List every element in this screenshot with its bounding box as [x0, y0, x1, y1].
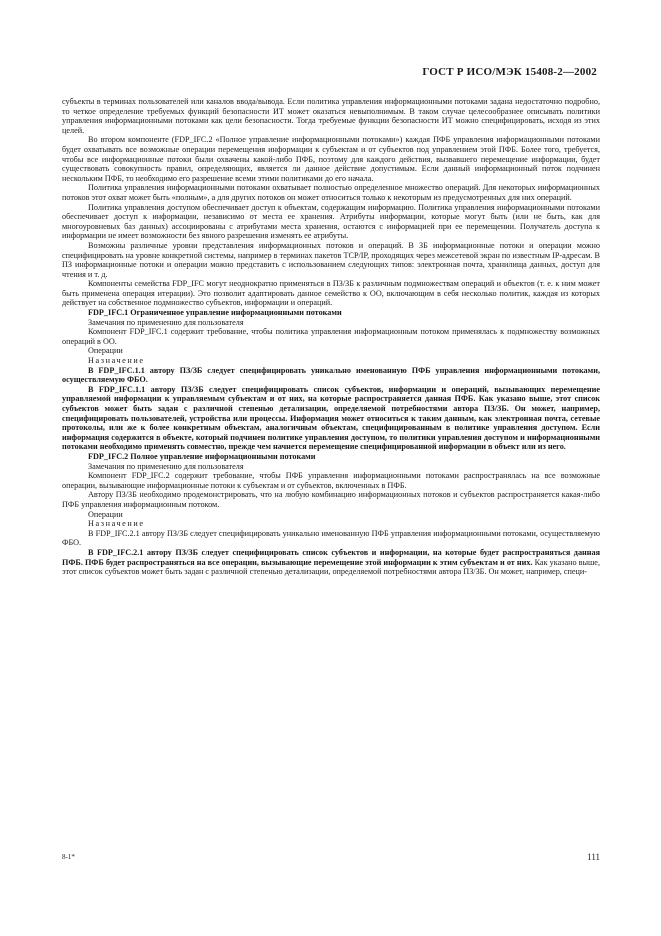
notes-text: Компонент FDP_IFC.2 содержит требование, чтобы ПФБ управления информационными потоками распространялась на все возможные операции, вызывающие информационные потоки к субъектам и от субъектов, включенных в ПФБ.: [62, 471, 600, 490]
paragraph: субъекты в терминах пользователей или каналов ввода/вывода. Если политика управления информационными потоками задана недостаточно подробно, то четкое определение требуемых функций безопасности ИТ может оказаться невыполнимым. В таком случае целесообразнее описывать политики управления информационными потоками как цели безопасности. Тогда требуемые функции безопасности ИТ можно специфицировать, исходя из этих целей.: [62, 97, 600, 135]
paragraph: Политика управления доступом обеспечивает доступ к объектам, содержащим информацию. Политика управления информационными потоками обеспечивает доступ к информации, независимо от места ее хранения. Атрибуты информации, которые могут быть (или не быть, как для многоуровневых баз данных) ассоциированы с атрибутами места хранения, остаются с информацией при ее перемещении. Получатель доступа к информации не имеет возможности без явного разрешения изменять ее атрибуты.: [62, 202, 600, 241]
assignment-label: Назначение: [88, 519, 145, 529]
sheet-mark: 8-1*: [62, 853, 75, 861]
assignment-bold: В FDP_IFC.2.1 автору ПЗ/ЗБ следует специфицировать список субъектов и информации, на которые будет распространяться данная ПФБ. ПФБ будет распространяться на все операции, вызывающие перемещение этой информации к этим субъектам и от них.: [62, 547, 600, 567]
assignment-text: [62, 548, 600, 577]
section-heading-ifc1: FDP_IFC.1 Ограниченное управление информационными потоками: [88, 308, 342, 318]
assignment-label: Назначение: [88, 356, 145, 366]
paragraph: Возможны различные уровни представления информационных потоков и операций. В ЗБ информационные потоки и операции можно специфицировать на уровне конкретной системы, например в терминах пакетов TCP/IP, проходящих через межсетевой экран по известным IP-адресам. В ПЗ информационные потоки и операции можно представить с использованием следующих типов: электронная почта, хранилища данных, доступ для чтения и т. д.: [62, 240, 600, 279]
operations-label: Операции: [88, 346, 123, 356]
assignment-rest: Как указано выше, этот список субъектов может быть задан с различной степенью детализации, определяемой потребностями автора ПЗ/ЗБ. Он может, например, специ-: [62, 557, 600, 577]
page-number: 111: [587, 852, 600, 862]
assignment-text: В FDP_IFC.2.1 автору ПЗ/ЗБ следует специфицировать уникально именованную ПФБ управления информационными потоками, осуществляемую ФБО.: [62, 528, 600, 548]
paragraph: Компоненты семейства FDP_IFC могут неоднократно применяться в ПЗ/ЗБ к различным подмножествам операций и объектов (т. е. к ним может быть применена операция итерации). Это позволит адаптировать данное семейство к ОО, включающим в себя несколько политик, каждая из которых действует на собственное подмножество субъектов, информации и операций.: [62, 279, 600, 308]
notes-title: Замечания по применению для пользователя: [88, 317, 244, 327]
document-body: [62, 97, 600, 577]
section-heading-ifc2: FDP_IFC.2 Полное управление информационными потоками: [88, 451, 316, 461]
paragraph: Во втором компоненте (FDP_IFC.2 «Полное управление информационными потоками») каждая ПФБ управления информационными потоками будет охватывать все возможные операции перемещения информации к субъектам и от субъектов под управлением этой ПФБ. Более того, требуется, чтобы все информационные потоки были охвачены какой-либо ПФБ, поэтому для каждого действия, вызвавшего перемещение информации, будет существовать совокупность правил, определяющих, является ли данное действие допустимым. Если данный информационный поток подчинен нескольким ПФБ, то необходимо его разрешение всеми этими политиками до его начала.: [62, 135, 600, 183]
paragraph: Политика управления информационными потоками охватывает полностью определенное множество операций. Для некоторых информационных потоков этот охват может быть «полным», а для других потоков он может относиться только к некоторым из предусмотренных для них операций.: [62, 183, 600, 202]
standard-header: ГОСТ Р ИСО/МЭК 15408-2—2002: [422, 66, 597, 78]
notes-text: Автору ПЗ/ЗБ необходимо продемонстрировать, что на любую комбинацию информационных потоков и субъектов распространяется какая-либо ПФБ управления информационным потоком.: [62, 490, 600, 509]
assignment-text: В FDP_IFC.1.1 автору ПЗ/ЗБ следует специфицировать список субъектов, информации и операций, вызывающих перемещение управляемой информации к управляемым субъектам и от них, на которые распространяется данная ПФБ. Как указано выше, этот список субъектов может быть задан с различной степенью детализации, определяемой потребностями автора ПЗ/ЗБ. Он может, например, специфицировать пользователей, устройства или процессы. Информация может относиться к таким данным, как электронная почта, сетевые протоколы, или же к более конкретным объектам, аналогичным объектам, специфицированным в политике управления доступом. Если информация содержится в объекте, который подчинен политике управления доступом, то политики управления доступом и информационными потоками необходимо применять совместно, прежде чем начнется перемещение специфицированной информации в объект или из него.: [62, 384, 600, 452]
notes-text: Компонент FDP_IFC.1 содержит требование, чтобы политика управления информационным потоком применялась к подмножеству возможных операций в ОО.: [62, 327, 600, 346]
assignment-text: В FDP_IFC.1.1 автору ПЗ/ЗБ следует специфицировать уникально именованную ПФБ управления информационными потоками, осуществляемую ФБО.: [62, 365, 600, 385]
notes-title: Замечания по применению для пользователя: [88, 461, 244, 471]
operations-label: Операции: [88, 509, 123, 519]
